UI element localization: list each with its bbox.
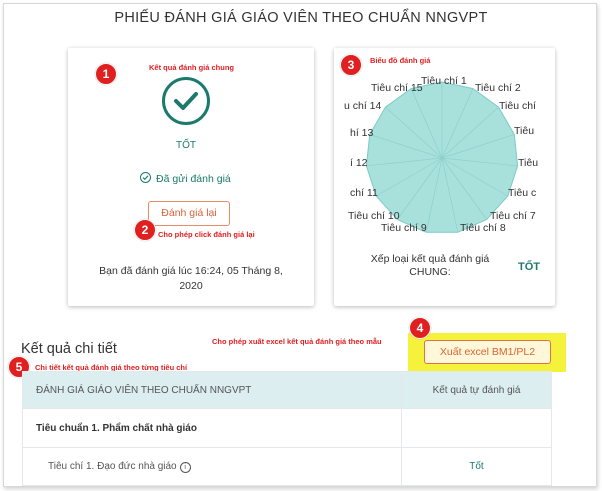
radar-label-5: Tiêu — [518, 157, 539, 169]
overall-rating: TỐT — [176, 140, 196, 151]
callout-note-1: Kết quả đánh giá chung — [149, 63, 235, 72]
evaluation-time — [84, 264, 298, 294]
callout-badge-5: 5 — [8, 356, 30, 378]
check-circle-icon — [162, 77, 210, 125]
callout-badge-4: 4 — [409, 317, 431, 339]
classification-value: TỐT — [518, 261, 540, 273]
table-row-criterion[interactable] — [23, 448, 552, 486]
radar-label-1: Tiêu chí 1 — [421, 75, 467, 87]
callout-note-3: Biểu đồ đánh giá — [370, 56, 431, 65]
table-header-row — [23, 372, 552, 409]
criterion-name: Tiêu chí 1. Đạo đức nhà giáo — [48, 460, 177, 472]
radar-label-7: Tiêu chí 7 — [490, 210, 536, 222]
criterion-result: Tốt — [402, 448, 552, 486]
callout-badge-2: 2 — [134, 219, 156, 241]
radar-label-9: Tiêu chí 9 — [381, 222, 427, 234]
sent-status — [140, 172, 231, 185]
column-header-result: Kết quả tự đánh giá — [402, 372, 552, 409]
callout-badge-3: 3 — [340, 54, 362, 76]
classification-label: Xếp loại kết quả đánh giá CHUNG: — [370, 253, 490, 278]
table-row-standard[interactable] — [23, 409, 552, 448]
radar-label-8: Tiêu chí 8 — [460, 222, 506, 234]
radar-label-4: Tiêu — [514, 125, 535, 137]
reevaluate-button[interactable]: Đánh giá lại — [148, 201, 230, 226]
callout-note-2: Cho phép click đánh giá lại — [158, 230, 255, 239]
criterion-name-cell — [23, 448, 402, 486]
callout-note-5: Chi tiết kết quả đánh giá theo từng tiêu chí — [35, 363, 188, 372]
radar-label-11: chí 11 — [350, 187, 378, 199]
radar-label-2: Tiêu chí 2 — [475, 82, 521, 94]
export-excel-button[interactable]: Xuất excel BM1/PL2 — [424, 340, 551, 364]
radar-label-13: hí 13 — [350, 127, 374, 139]
sent-status-label: Đã gửi đánh giá — [156, 173, 231, 185]
standard-result — [402, 409, 552, 448]
radar-label-3: Tiêu chí — [499, 100, 536, 112]
evaluation-time-line1: Bạn đã đánh giá lúc 16:24, 05 Tháng 8, — [99, 265, 283, 277]
radar-label-10: Tiêu chí 10 — [348, 210, 400, 222]
standard-name: Tiêu chuẩn 1. Phẩm chất nhà giáo — [23, 409, 402, 448]
page-title: PHIẾU ĐÁNH GIÁ GIÁO VIÊN THEO CHUẨN NNGVPT — [114, 10, 488, 26]
check-circle-small-icon — [140, 172, 151, 183]
detail-title: Kết quả chi tiết — [21, 341, 117, 357]
radar-label-6: Tiêu c — [508, 187, 537, 199]
info-icon[interactable]: i — [180, 462, 191, 473]
detail-table — [22, 371, 552, 486]
callout-badge-1: 1 — [95, 63, 117, 85]
evaluation-time-line2: 2020 — [179, 280, 203, 292]
callout-note-4: Cho phép xuất excel kết quả đánh giá theo mẫu — [212, 337, 382, 346]
radar-label-15: Tiêu chí 15 — [371, 82, 423, 94]
column-header-name: ĐÁNH GIÁ GIÁO VIÊN THEO CHUẨN NNGVPT — [23, 372, 402, 409]
radar-label-14: u chí 14 — [344, 100, 382, 112]
radar-label-12: í 12 — [350, 157, 368, 169]
